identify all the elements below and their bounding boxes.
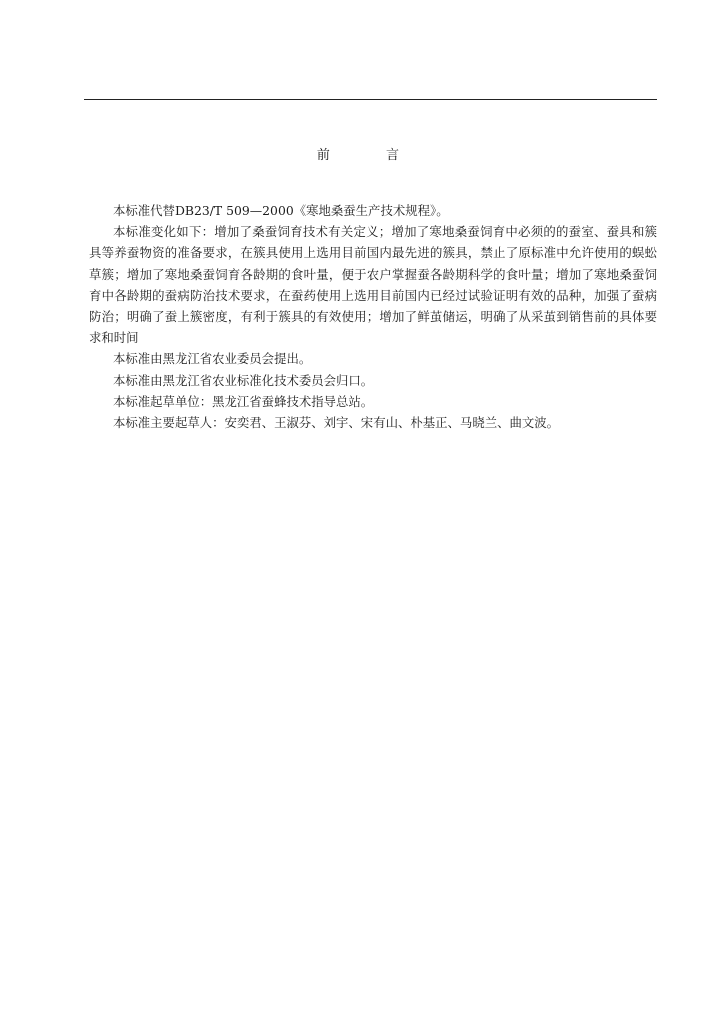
paragraph-centralized: 本标准由黑龙江省农业标准化技术委员会归口。	[113, 372, 374, 388]
paragraph-changes: 本标准变化如下：增加了桑蚕饲育技术有关定义；增加了寒地桑蚕饲育中必须的的蚕室、蚕具和簇具等养蚕物资的准备要求，在簇具使用上选用目前国内最先进的簇具，禁止了原标准中允许使用的蜈蚣草簇；增加了寒地桑蚕饲育各龄期的食叶量，便于农户掌握蚕各龄期科学的食叶量；增加了寒地桑蚕饲育中各龄期的蚕病防治技术要求，在蚕药使用上选用目前国内已经过试验证明有效的品种，加强了蚕病防治；明确了蚕上簇密度，有利于簇具的有效使用；增加了鲜茧储运，明确了从采茧到销售前的具体要求和时间	[89, 224, 657, 346]
header-rule	[84, 99, 657, 100]
paragraph-proposer: 本标准由黑龙江省农业委员会提出。	[113, 351, 312, 367]
paragraph-drafters: 本标准主要起草人：安奕君、王淑芬、刘宇、宋有山、朴基正、马晓兰、曲文波。	[113, 415, 560, 431]
paragraph-drafting-unit: 本标准起草单位：黑龙江省蚕蜂技术指导总站。	[113, 393, 374, 409]
preface-body	[89, 200, 657, 433]
paragraph-replacement: 本标准代替DB23/T 509—2000《寒地桑蚕生产技术规程》。	[113, 203, 449, 218]
page-title: 前 言	[316, 148, 426, 163]
